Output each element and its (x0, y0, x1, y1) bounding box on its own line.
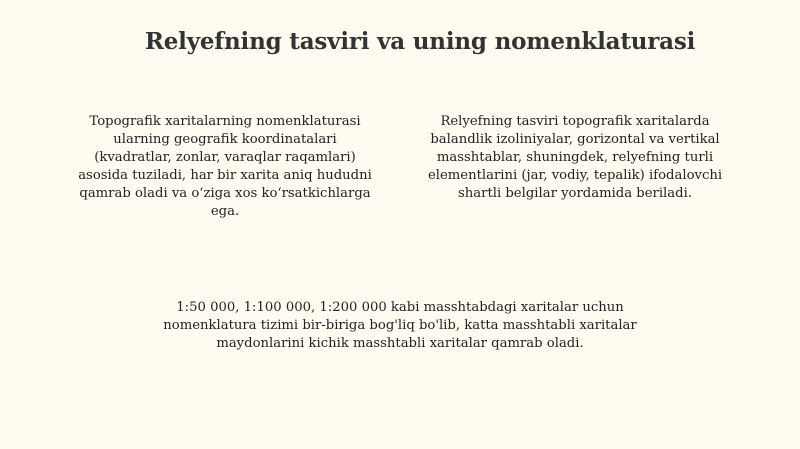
slide-title: Relyefning tasviri va uning nomenklaturasi (144, 28, 696, 55)
right-paragraph: Relyefning tasviri topografik xaritalarda balandlik izoliniyalar, gorizontal va vertikal masshtablar, shuningdek, relyefning turli elementlarini (jar, vodiy, tepalik) ifodalovchi shartli belgilar yordamida beriladi. (427, 114, 723, 201)
bottom-paragraph: 1:50 000, 1:100 000, 1:200 000 kabi masshtabdagi xaritalar uchun nomenklatura tizimi bir-biriga bog'liq bo'lib, katta masshtabli xaritalar maydonlarini kichik masshtabli xaritalar qamrab oladi. (163, 300, 637, 351)
left-paragraph: Topografik xaritalarning nomenklaturasi ularning geografik koordinatalari (kvadratlar, zonlar, varaqlar raqamlari) asosida tuziladi, har bir xarita aniq hududni qamrab oladi va o‘ziga xos ko‘rsatkichlarga ega. (78, 114, 372, 219)
